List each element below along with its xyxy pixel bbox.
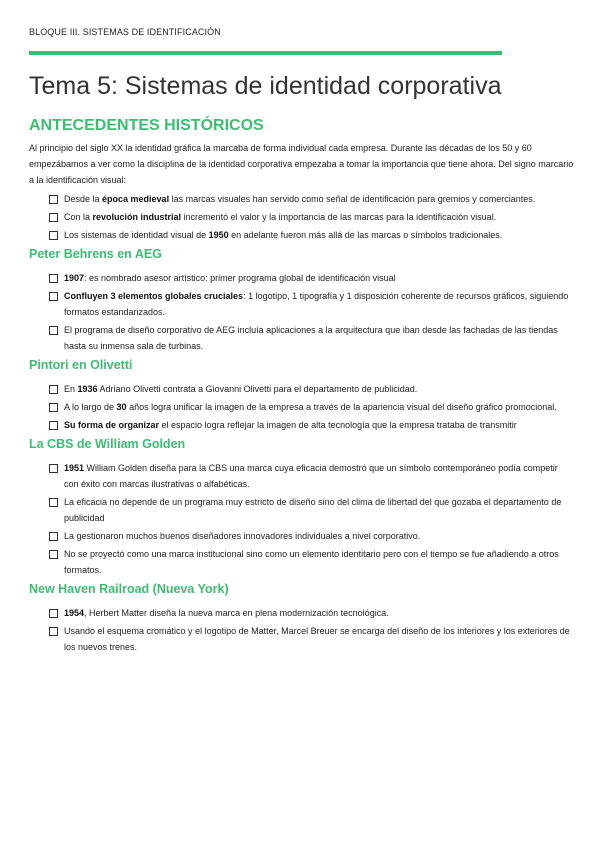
intro-paragraph: Al principio del siglo XX la identidad gráfica la marcaba de forma individual cada empresa. Durante las décadas de los 50 y 60 empezábamos a ver como la disciplina de la identidad corporativa empezaba a tomar la importancia que tiene ahora. Del signo marcario a la identificación visual: [29, 143, 574, 185]
list-item-text [64, 191, 535, 207]
list-item-bold: Su forma de organizar [64, 420, 160, 430]
checkbox-icon [49, 609, 58, 618]
checkbox-icon [49, 421, 58, 430]
list-item [29, 191, 574, 207]
list-item-post: : es nombrado asesor artístico: primer programa global de identificación visual [84, 273, 396, 283]
list-item-text [64, 417, 517, 433]
list-item-post: años logra unificar la imagen de la empresa a través de la apariencia visual del diseño gráfico promocional. [126, 402, 557, 412]
list-item [29, 270, 574, 286]
list-item [29, 460, 574, 492]
list-item [29, 605, 574, 621]
header-rule [29, 51, 502, 55]
list-item-bold: época medieval [102, 194, 170, 204]
list-item-bold: 1936 [77, 384, 98, 394]
list-olivetti [29, 381, 574, 433]
list-item-pre: En [64, 384, 78, 394]
list-item-text [64, 399, 557, 415]
list-item-post: el espacio logra reflejar la imagen de alta tecnología que la empresa trataba de transmitir [159, 420, 517, 430]
checkbox-icon [49, 550, 58, 559]
list-item-text [64, 605, 389, 621]
list-item-text [64, 494, 574, 526]
list-item-text [64, 623, 574, 655]
list-item [29, 322, 574, 354]
list-item [29, 288, 574, 320]
list-item-post: las marcas visuales han servido como señal de identificación para gremios y comerciantes. [169, 194, 536, 204]
list-item-pre: La eficacia no depende de un programa muy estricto de diseño sino del clima de libertad del que gozaba el departamento de publicidad [64, 497, 562, 523]
list-item-bold: revolución industrial [92, 212, 182, 222]
list-item-pre: A lo largo de [64, 402, 117, 412]
list-item-post: incrementó el valor y la importancia de las marcas para la identificación visual. [181, 212, 497, 222]
list-item-pre: Los sistemas de identidad visual de [64, 230, 209, 240]
list-item-text [64, 460, 574, 492]
list-newhaven [29, 605, 574, 655]
list-item-post: : 1 logotipo, 1 tipografía y 1 disposición coherente de recursos gráficos, siguiendo formatos estandarizados. [64, 291, 569, 317]
list-item-pre: No se proyectó como una marca institucional sino como un elemento identitario pero con el tiempo se fue añadiendo a otros formatos. [64, 549, 559, 575]
checkbox-icon [49, 292, 58, 301]
page-header: BLOQUE III. SISTEMAS DE IDENTIFICACIÓN [29, 27, 221, 37]
list-antecedentes [29, 191, 574, 243]
list-item-pre: Con la [64, 212, 93, 222]
list-item [29, 494, 574, 526]
list-behrens [29, 270, 574, 354]
list-item [29, 227, 574, 243]
checkbox-icon [49, 195, 58, 204]
page-title: Tema 5: Sistemas de identidad corporativa [29, 72, 502, 100]
list-item-post: William Golden diseña para la CBS una marca cuya eficacia demostró que un símbolo contemporáneo podía competir con éxito con marcas ilustrativas o alfabéticas. [64, 463, 558, 489]
section-heading-newhaven: New Haven Railroad (Nueva York) [29, 582, 229, 596]
list-item-bold: 1954 [64, 608, 85, 618]
list-item [29, 528, 574, 544]
checkbox-icon [49, 532, 58, 541]
list-item-bold: 30 [116, 402, 127, 412]
checkbox-icon [49, 403, 58, 412]
list-item-text [64, 381, 417, 397]
list-item-bold: 1950 [208, 230, 229, 240]
list-item [29, 381, 574, 397]
list-cbs [29, 460, 574, 578]
list-item [29, 399, 574, 415]
list-item-text [64, 270, 396, 286]
checkbox-icon [49, 627, 58, 636]
checkbox-icon [49, 274, 58, 283]
list-item-bold: 1907 [64, 273, 85, 283]
section-heading-olivetti: Pintori en Olivetti [29, 358, 133, 372]
checkbox-icon [49, 498, 58, 507]
list-item-bold: 1951 [64, 463, 85, 473]
list-item-text [64, 528, 420, 544]
section-heading-antecedentes: ANTECEDENTES HISTÓRICOS [29, 117, 264, 134]
list-item-pre: La gestionaron muchos buenos diseñadores innovadores individuales a nivel corporativo. [64, 531, 421, 541]
list-item-text [64, 227, 502, 243]
section-heading-behrens: Peter Behrens en AEG [29, 247, 162, 261]
checkbox-icon [49, 213, 58, 222]
list-item-pre: Desde la [64, 194, 103, 204]
checkbox-icon [49, 231, 58, 240]
list-item-text [64, 546, 574, 578]
list-item-text [64, 209, 496, 225]
list-item [29, 623, 574, 655]
checkbox-icon [49, 385, 58, 394]
section-heading-cbs: La CBS de William Golden [29, 437, 186, 451]
list-item-post: Adriano Olivetti contrata a Giovanni Olivetti para el departamento de publicidad. [97, 384, 418, 394]
list-item-bold: Confluyen 3 elementos globales cruciales [64, 291, 244, 301]
list-item-pre: El programa de diseño corporativo de AEG incluía aplicaciones a la arquitectura que iban desde las fachadas de las tiendas hasta su inmensa sala de turbinas. [64, 325, 558, 351]
list-item-text [64, 288, 574, 320]
checkbox-icon [49, 326, 58, 335]
list-item [29, 209, 574, 225]
list-item [29, 546, 574, 578]
list-item [29, 417, 574, 433]
checkbox-icon [49, 464, 58, 473]
list-item-post: en adelante fueron más allá de las marcas o símbolos tradicionales. [228, 230, 503, 240]
list-item-post: , Herbert Matter diseña la nueva marca en plena modernización tecnológica. [84, 608, 389, 618]
content [29, 117, 574, 657]
list-item-text [64, 322, 574, 354]
list-item-pre: Usando el esquema cromático y el logotipo de Matter, Marcel Breuer se encarga del diseño de los interiores y los exteriores de los nuevos trenes. [64, 626, 570, 652]
